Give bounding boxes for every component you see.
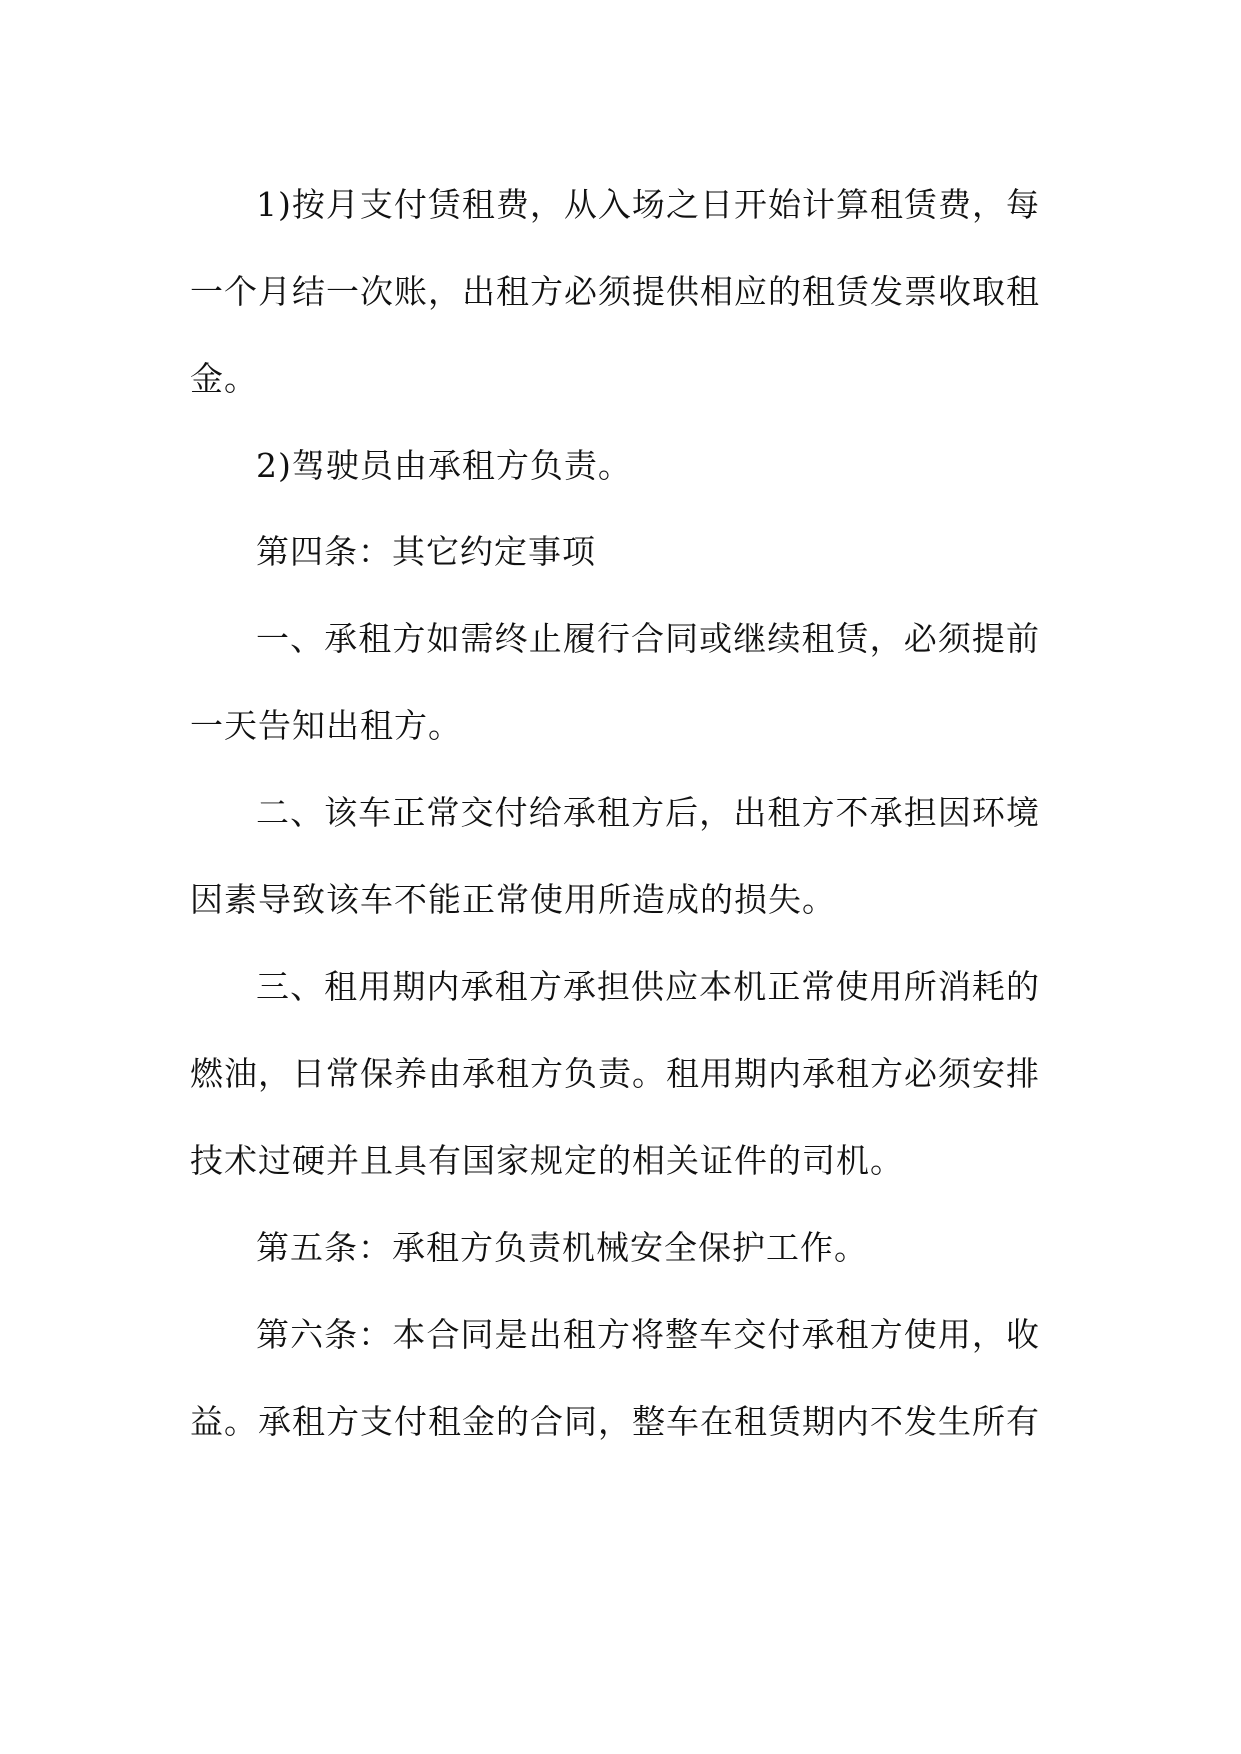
paragraph-line: 一个月结一次账，出租方必须提供相应的租赁发票收取租 [190, 272, 1040, 311]
paragraph-line: 第六条：本合同是出租方将整车交付承租方使用，收 [256, 1315, 1040, 1354]
paragraph-line: 三、租用期内承租方承担供应本机正常使用所消耗的 [256, 967, 1040, 1006]
paragraph-line: 一天告知出租方。 [190, 706, 462, 745]
section-heading: 第四条：其它约定事项 [256, 532, 596, 571]
paragraph-line: 金。 [190, 359, 258, 398]
paragraph-line: 技术过硬并且具有国家规定的相关证件的司机。 [190, 1141, 904, 1180]
paragraph-line: 1)按月支付赁租费，从入场之日开始计算租赁费，每 [256, 185, 1040, 224]
paragraph-line: 二、该车正常交付给承租方后，出租方不承担因环境 [256, 793, 1040, 832]
paragraph-line: 2)驾驶员由承租方负责。 [256, 446, 632, 485]
paragraph-line: 益。承租方支付租金的合同，整车在租赁期内不发生所有 [190, 1402, 1040, 1441]
paragraph-line: 一、承租方如需终止履行合同或继续租赁，必须提前 [256, 619, 1040, 658]
section-heading: 第五条：承租方负责机械安全保护工作。 [256, 1228, 868, 1267]
paragraph-line: 燃油，日常保养由承租方负责。租用期内承租方必须安排 [190, 1054, 1040, 1093]
paragraph-line: 因素导致该车不能正常使用所造成的损失。 [190, 880, 836, 919]
